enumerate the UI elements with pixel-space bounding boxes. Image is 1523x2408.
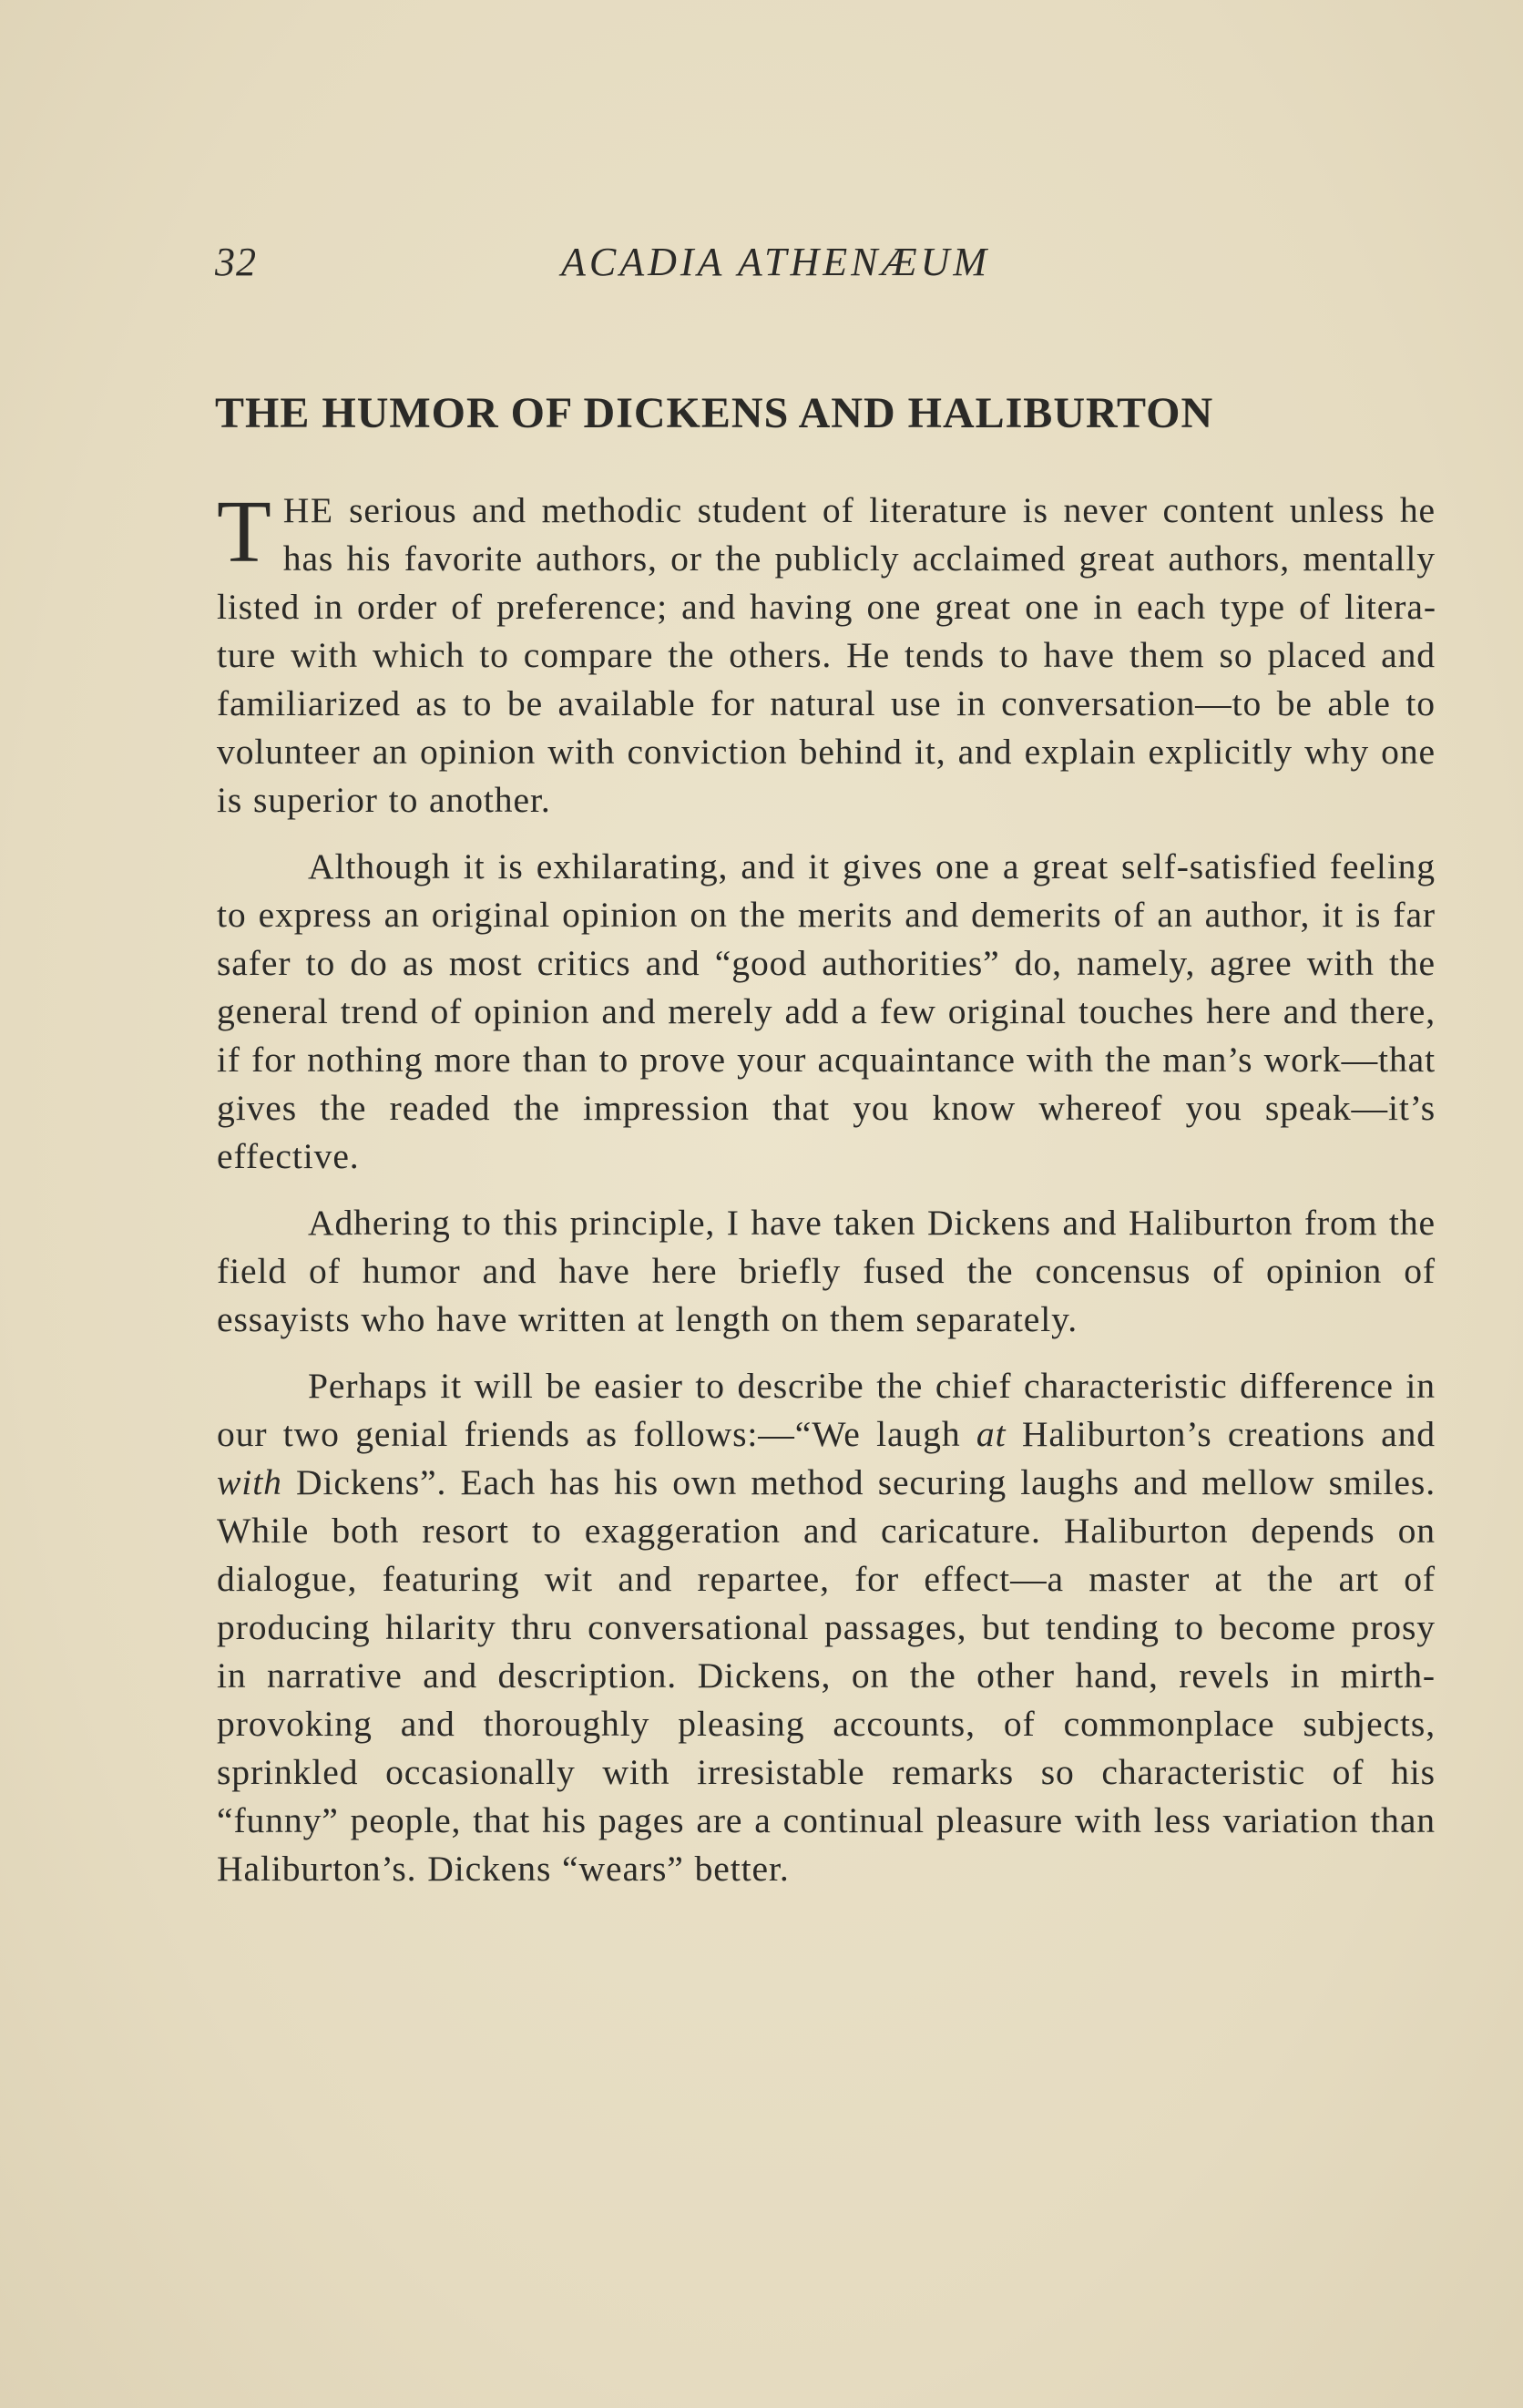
emphasis-at: at: [976, 1414, 1007, 1454]
running-header: [215, 239, 1436, 293]
paragraph-4-text-2: Haliburton’s creations and: [1006, 1414, 1436, 1454]
paragraph-1-text: serious and methodic student of literature is never content unless he has his favorite authors, or the publicly acclaimed great authors, mentally listed in order of preference; and having one great one in each type of literature with which to compare the others. He tends to have them so placed and familiarized as to be available for natural use in conversation—to be able to volunteer an opinion with conviction behind it, and explain explicitly why one is superior to another.: [217, 490, 1436, 820]
paragraph-4-text-3: Dickens”. Each has his own method securing laughs and mellow smiles. While both resort to exaggeration and caricature. Haliburton depends on dialogue, featuring wit and repartee, for effect—a master at the art of producing hilarity thru conversational passages, but tending to become prosy in narrative and description. Dickens, on the other hand, revels in mirth-provoking and thoroughly pleasing accounts, of commonplace subjects, sprinkled occasionally with irresistable remarks so characteristic of his “funny” people, that his pages are a continual pleasure with less variation than Haliburton’s. Dickens “wears” better.: [217, 1462, 1436, 1889]
drop-cap: T: [217, 483, 272, 581]
emphasis-with: with: [217, 1462, 282, 1502]
paragraph-1: [217, 483, 1436, 825]
journal-title: ACADIA ATHENÆUM: [561, 240, 991, 284]
paragraph-4: [217, 1362, 1436, 1893]
page-number: 32: [215, 240, 257, 284]
paragraph-4-text-1: Perhaps it will be easier to describe the chief characteristic difference in our two genial friends as follows:—“We laugh: [217, 1366, 1436, 1454]
paragraph-3: Adhering to this principle, I have taken Dickens and Haliburton from the field of humor and have here briefly fused the concensus of opinion of essayists who have written at length on them separately.: [217, 1203, 1436, 1339]
article-body: [217, 483, 1436, 1911]
article-title: THE HUMOR OF DICKENS AND HALIBURTON: [215, 389, 1214, 437]
lead-in: HE: [282, 490, 334, 530]
paragraph-2: Although it is exhilarating, and it gives one a great self-satisfied feeling to express an original opinion on the merits and demerits of an author, it is far safer to do as most critics and “good authorities” do, namely, agree with the general trend of opinion and merely add a few original touches here and there, if for nothing more than to prove your acquaintance with the man’s work—that gives the readed the impression that you know whereof you speak—it’s effective.: [217, 846, 1436, 1176]
